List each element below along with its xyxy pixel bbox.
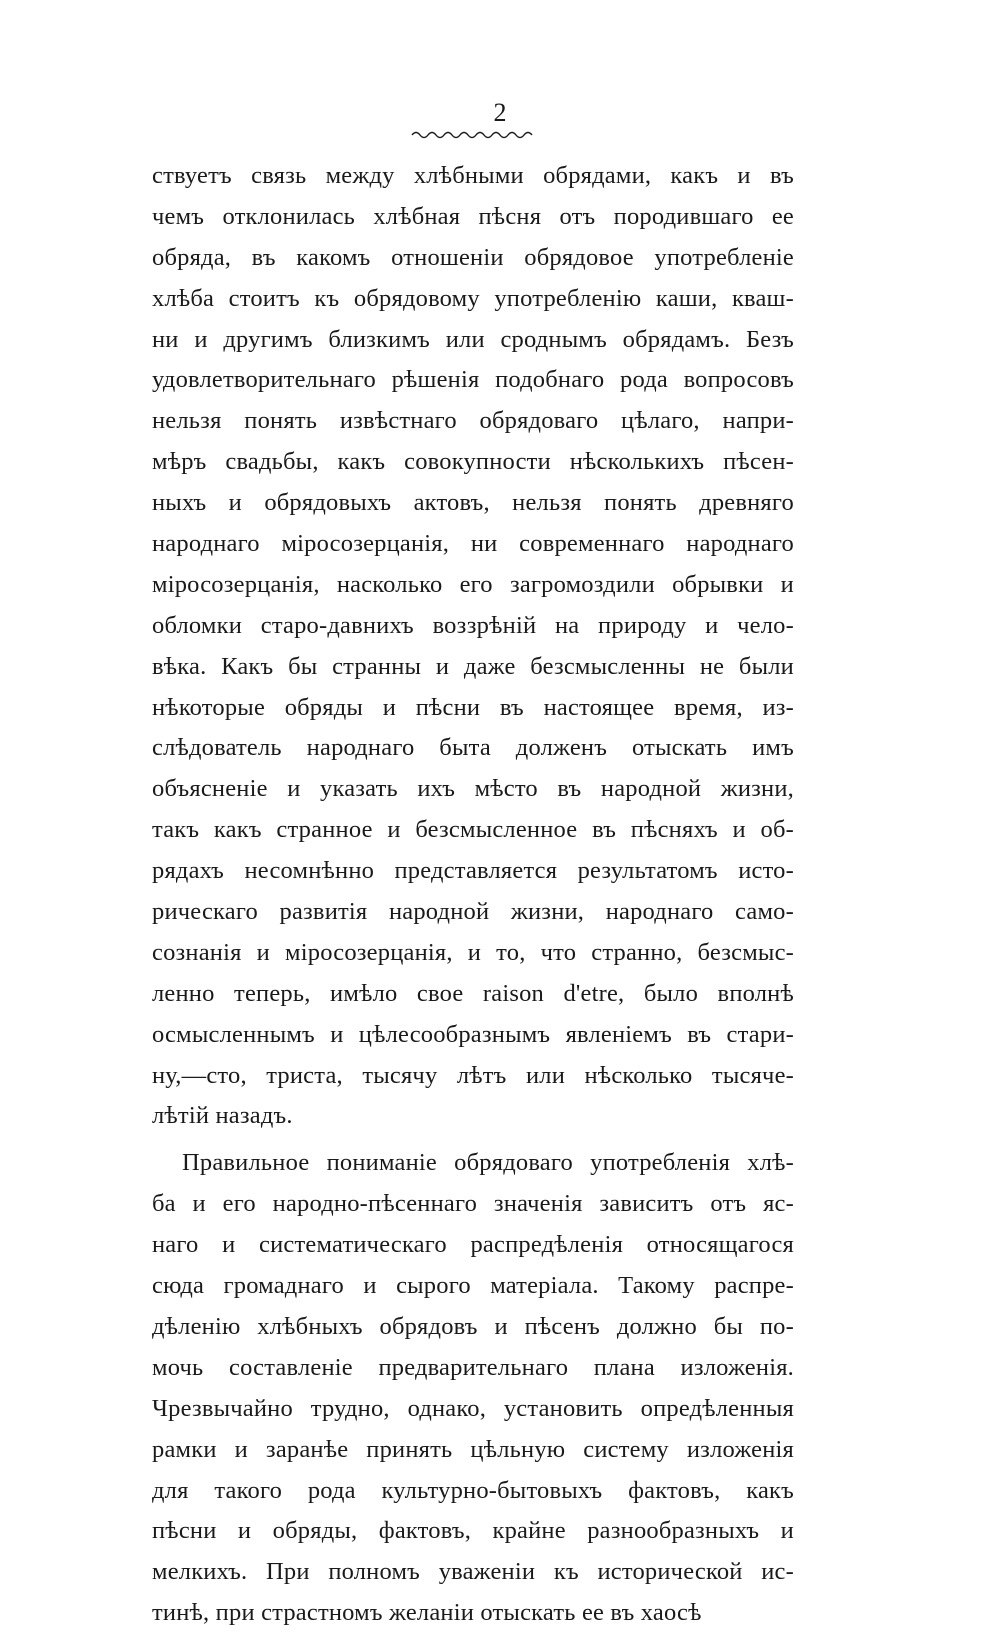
text-line: ствуетъ связь между хлѣбными обрядами, какъ и въ (152, 162, 794, 189)
text-line: чемъ отклонилась хлѣбная пѣсня отъ породившаго ее (152, 202, 794, 230)
text-line: Чрезвычайно трудно, однако, установить опредѣленныя (152, 1394, 794, 1422)
paragraph (152, 1143, 794, 1634)
text-line: тинѣ, при страстномъ желаніи отыскать ее въ хаосѣ (152, 1599, 702, 1627)
text-line: дѣленію хлѣбныхъ обрядовъ и пѣсенъ должно бы по- (152, 1312, 794, 1340)
text-line: пѣсни и обряды, фактовъ, крайне разнообразныхъ и (152, 1517, 794, 1545)
text-line: нельзя понять извѣстнаго обрядоваго цѣлаго, напри- (152, 407, 794, 435)
text-line: наго и систематическаго распредѣленія относящагося (152, 1231, 794, 1259)
text-line: обряда, въ какомъ отношеніи обрядовое употребленіе (152, 243, 794, 271)
text-line: народнаго міросозерцанія, ни современнаго народнаго (152, 530, 794, 558)
text-line: сюда громаднаго и сырого матеріала. Такому распре- (152, 1272, 794, 1300)
text-line: міросозерцанія, насколько его загромоздили обрывки и (152, 570, 794, 598)
text-line: осмысленнымъ и цѣлесообразнымъ явленіемъ въ стари- (152, 1020, 794, 1048)
text-line: ба и его народно-пѣсеннаго значенія зависитъ отъ яс- (152, 1190, 794, 1218)
text-line: рическаго развитія народной жизни, народнаго само- (152, 898, 794, 926)
text-line: лѣтій назадъ. (152, 1102, 293, 1130)
text-line: рамки и заранѣе принять цѣльную систему изложенія (152, 1435, 794, 1463)
text-line: ну,—сто, триста, тысячу лѣтъ или нѣсколько тысяче- (152, 1061, 794, 1089)
page-number: 2 (493, 98, 507, 127)
text-line: обломки старо-давнихъ воззрѣній на природу и чело- (152, 611, 794, 639)
paragraph (152, 156, 794, 1137)
text-line: ныхъ и обрядовыхъ актовъ, нельзя понять древняго (152, 489, 794, 517)
text-line: слѣдователь народнаго быта долженъ отыскать имъ (152, 734, 794, 762)
text-line: удовлетворительнаго рѣшенія подобнаго рода вопросовъ (152, 366, 794, 394)
text-line: нѣкоторые обряды и пѣсни въ настоящее время, из- (152, 693, 794, 721)
text-line: рядахъ несомнѣнно представляется результатомъ исто- (152, 857, 794, 885)
text-line: хлѣба стоитъ къ обрядовому употребленію каши, кваш- (152, 284, 794, 312)
text-line: ни и другимъ близкимъ или сроднымъ обрядамъ. Безъ (152, 325, 794, 353)
text-line: сознанія и міросозерцанія, и то, что странно, безсмыс- (152, 938, 794, 966)
text-line: объясненіе и указать ихъ мѣсто въ народной жизни, (152, 775, 794, 803)
text-line: вѣка. Какъ бы странны и даже безсмысленны не были (152, 652, 794, 680)
text-line: для такого рода культурно-бытовыхъ фактовъ, какъ (152, 1476, 794, 1504)
text-line: мелкихъ. При полномъ уваженіи къ исторической ис- (152, 1558, 794, 1586)
text-line: Правильное пониманіе обрядоваго употребленія хлѣ- (182, 1149, 794, 1177)
text-line: ленно теперь, имѣло свое raison d'etre, было вполнѣ (152, 979, 794, 1007)
wavy-rule-ornament-icon (410, 128, 538, 140)
text-line: мѣръ свадьбы, какъ совокупности нѣсколькихъ пѣсен- (152, 448, 794, 476)
text-line: такъ какъ странное и безсмысленное въ пѣсняхъ и об- (152, 816, 794, 844)
text-line: мочь составленіе предварительнаго плана изложенія. (152, 1353, 794, 1381)
body-text (152, 156, 794, 1634)
